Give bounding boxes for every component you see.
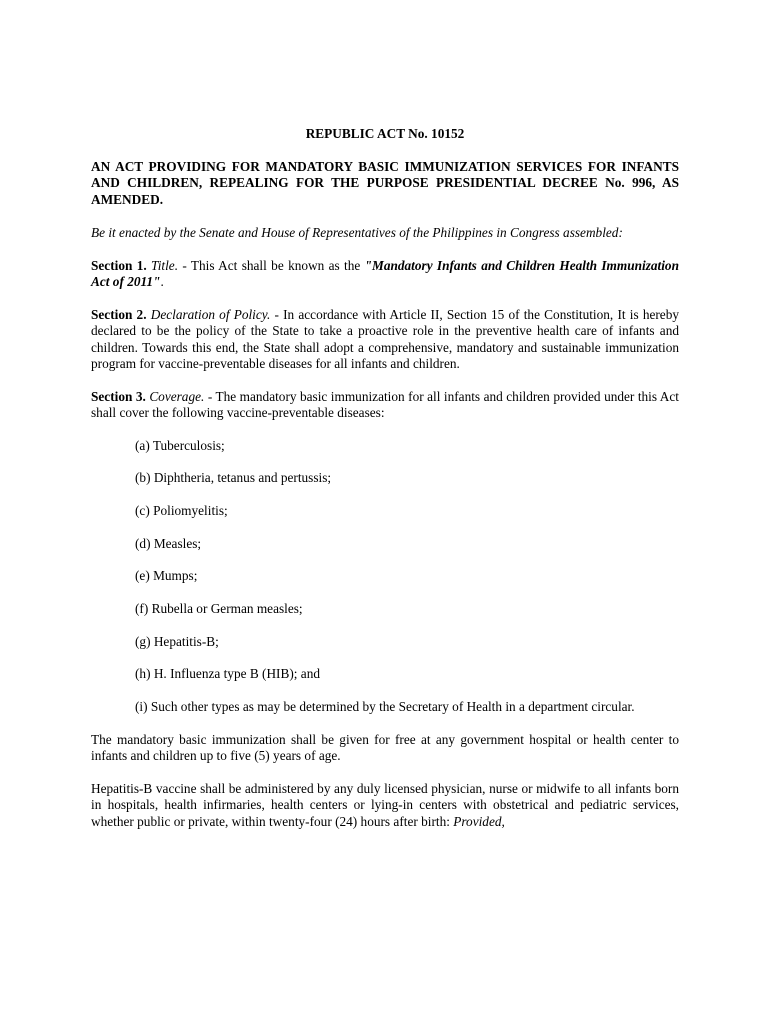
list-item: (g) Hepatitis-B; [135, 633, 219, 649]
section-2-text: - In accordance with Article II, Section 15 of the Constitution, It is hereby declared to be the policy of the State to take a proactive role in the preventive health care of infants and children. Towards this end, the State shall adopt a comprehensive, mandatory and sustainable immunization program for vaccine-preventable diseases for all infants and children. [91, 306, 679, 371]
section-3 [91, 389, 679, 422]
section-1-end: . [160, 274, 164, 289]
document-title: REPUBLIC ACT No. 10152 [305, 126, 465, 141]
list-item: (d) Measles; [135, 535, 202, 551]
list-item: (e) Mumps; [135, 568, 198, 584]
list-item: (c) Poliomyelitis; [135, 502, 228, 518]
list-item: (h) H. Influenza type B (HIB); and [135, 666, 320, 682]
section-1-text: - This Act shall be known as the [178, 257, 365, 273]
section-2-caption: Declaration of Policy. [150, 306, 271, 322]
list-item: (b) Diphtheria, tetanus and pertussis; [135, 470, 332, 486]
section-1-act-name: "Mandatory Infants and Children Health Immunization Act of 2011" [91, 257, 679, 289]
section-3-text: - The mandatory basic immunization for all infants and children provided under this Act shall cover the following vaccine-preventable diseases: [91, 388, 679, 420]
enacting-clause: Be it enacted by the Senate and House of Representatives of the Philippines in Congress assembled: [91, 225, 623, 240]
provided-clause: Provided, [453, 813, 505, 829]
list-item: (f) Rubella or German measles; [135, 600, 303, 616]
list-item: (i) Such other types as may be determined by the Secretary of Health in a department circular. [135, 699, 635, 714]
hepatitis-b-paragraph [91, 781, 679, 831]
document-page [91, 126, 679, 846]
section-1-caption: Title. [151, 257, 179, 273]
free-immunization-paragraph: The mandatory basic immunization shall be given for free at any government hospital or health center to infants and children up to five (5) years of age. [91, 731, 679, 764]
act-heading: AN ACT PROVIDING FOR MANDATORY BASIC IMMUNIZATION SERVICES FOR INFANTS AND CHILDREN, REPEALING FOR THE PURPOSE PRESIDENTIAL DECREE No. 996, AS AMENDED. [91, 158, 679, 207]
section-3-caption: Coverage. [149, 388, 205, 404]
section-2 [91, 307, 679, 373]
hepatitis-b-text: Hepatitis-B vaccine shall be administered by any duly licensed physician, nurse or midwife to all infants born in hospitals, health infirmaries, health centers or lying-in centers with obstetrical and pediatric services, whether public or private, within twenty-four (24) hours after birth: [91, 780, 679, 829]
section-1-label: Section 1. [91, 257, 147, 273]
disease-list [135, 438, 679, 716]
section-2-label: Section 2. [91, 306, 147, 322]
section-3-label: Section 3. [91, 388, 146, 404]
section-1 [91, 258, 679, 291]
list-item: (a) Tuberculosis; [135, 437, 225, 453]
